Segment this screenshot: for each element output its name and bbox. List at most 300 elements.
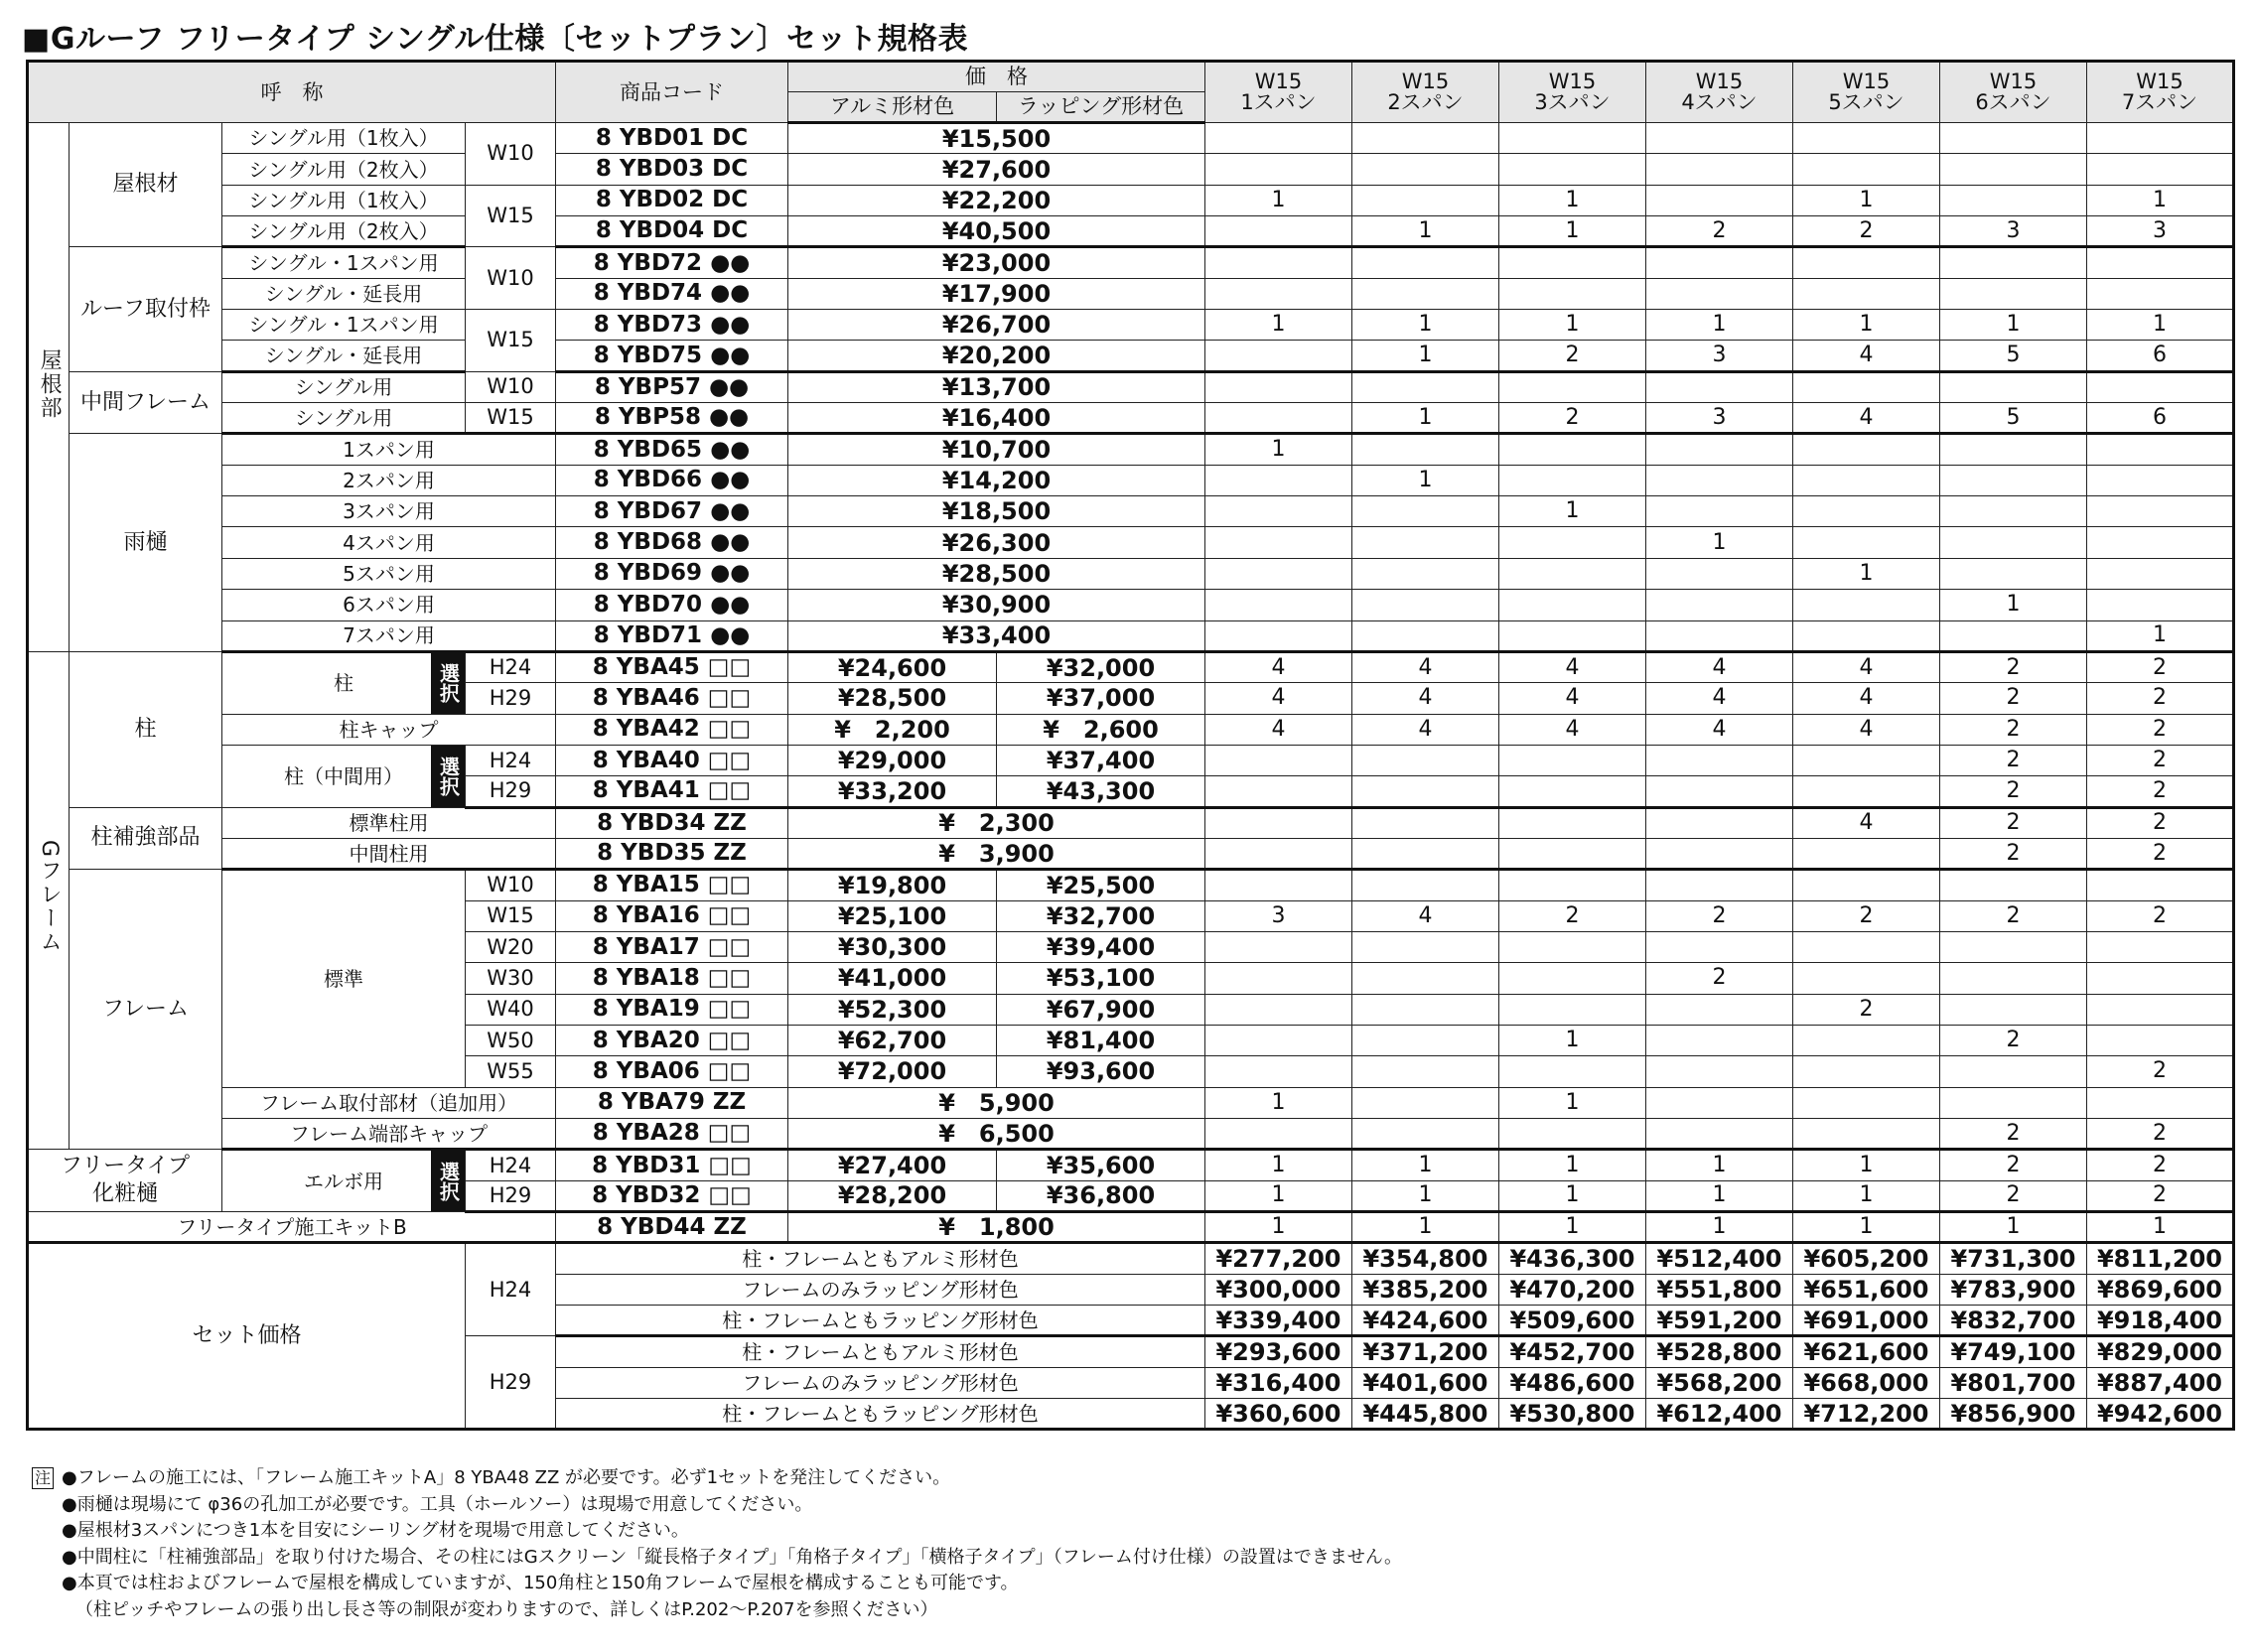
row-qty xyxy=(1352,185,1499,215)
row-qty xyxy=(1499,465,1646,495)
row-qty xyxy=(1646,590,1793,620)
row-variant: H29 xyxy=(466,683,556,714)
row-qty: 1 xyxy=(1499,1212,1646,1243)
header-price: 価 格 xyxy=(788,62,1205,92)
row-qty: 1 xyxy=(1499,1150,1646,1180)
row-price: ¥40,500 xyxy=(788,216,1205,247)
row-qty xyxy=(1352,590,1499,620)
row-price: ¥ 5,900 xyxy=(788,1087,1205,1118)
row-qty xyxy=(1352,123,1499,154)
row-qty xyxy=(1793,1119,1940,1150)
row-code: 8 YBD03 DC xyxy=(556,154,788,185)
row-price-alumi: ¥41,000 xyxy=(788,963,997,994)
row-qty xyxy=(1646,123,1793,154)
row-qty xyxy=(1205,371,1352,402)
group-column: 柱 xyxy=(70,651,222,807)
row-code: 8 YBP57 ●● xyxy=(556,371,788,402)
row-price: ¥27,600 xyxy=(788,154,1205,185)
row-qty xyxy=(1793,465,1940,495)
row-qty xyxy=(1646,278,1793,309)
row-qty: 1 xyxy=(1499,216,1646,247)
row-qty xyxy=(1646,1087,1793,1118)
row-qty xyxy=(1940,185,2087,215)
row-qty: 1 xyxy=(1205,1087,1352,1118)
row-qty: 4 xyxy=(1793,341,1940,371)
row-code: 8 YBA17 □□ xyxy=(556,931,788,962)
row-code: 8 YBD02 DC xyxy=(556,185,788,215)
row-qty: 1 xyxy=(1205,434,1352,465)
row-qty: 4 xyxy=(1793,714,1940,745)
row-qty: 4 xyxy=(1793,651,1940,682)
elbow-label: エルボ用 xyxy=(304,1169,383,1193)
group-roof-frame: ルーフ取付枠 xyxy=(70,247,222,371)
row-qty xyxy=(1940,123,2087,154)
row-qty: 2 xyxy=(2087,683,2234,714)
row-qty: 2 xyxy=(1793,994,1940,1025)
row-price-alumi: ¥25,100 xyxy=(788,900,997,931)
row-qty xyxy=(1499,527,1646,558)
group-g-frame: Gフレーム xyxy=(28,651,70,1150)
row-qty xyxy=(2087,123,2234,154)
row-qty xyxy=(1205,123,1352,154)
group-reinforce: 柱補強部品 xyxy=(70,807,222,870)
row-qty xyxy=(1793,1087,1940,1118)
row-qty xyxy=(1793,620,1940,651)
row-qty xyxy=(1205,745,1352,775)
row-qty: 1 xyxy=(1940,1212,2087,1243)
row-qty: 6 xyxy=(2087,403,2234,434)
row-item: 5スパン用 xyxy=(222,558,556,589)
row-qty: 2 xyxy=(1940,1150,2087,1180)
row-qty xyxy=(2087,558,2234,589)
row-qty xyxy=(1352,1087,1499,1118)
set-price: ¥749,100 xyxy=(1940,1336,2087,1367)
row-price: ¥18,500 xyxy=(788,496,1205,527)
row-qty xyxy=(1793,776,1940,807)
row-qty: 1 xyxy=(1205,310,1352,341)
set-price: ¥829,000 xyxy=(2087,1336,2234,1367)
row-qty xyxy=(2087,434,2234,465)
row-price: ¥28,500 xyxy=(788,558,1205,589)
row-qty xyxy=(1646,620,1793,651)
row-qty xyxy=(1205,1119,1352,1150)
row-item: 柱キャップ xyxy=(222,714,556,745)
row-price: ¥26,700 xyxy=(788,310,1205,341)
row-qty: 2 xyxy=(1940,1025,2087,1055)
row-code: 8 YBA18 □□ xyxy=(556,963,788,994)
row-qty: 5 xyxy=(1940,403,2087,434)
row-qty xyxy=(1793,247,1940,278)
row-code: 8 YBD74 ●● xyxy=(556,278,788,309)
group-roof-material: 屋根材 xyxy=(70,123,222,247)
row-qty: 2 xyxy=(1646,963,1793,994)
row-qty xyxy=(1646,154,1793,185)
row-qty xyxy=(1940,870,2087,900)
row-qty xyxy=(1940,278,2087,309)
row-price: ¥10,700 xyxy=(788,434,1205,465)
row-price-alumi: ¥33,200 xyxy=(788,776,997,807)
row-price: ¥30,900 xyxy=(788,590,1205,620)
row-variant: W20 xyxy=(466,931,556,962)
row-item: シングル・1スパン用 xyxy=(222,247,466,278)
row-qty xyxy=(1793,496,1940,527)
row-price-wrap: ¥32,000 xyxy=(997,651,1205,682)
row-qty xyxy=(2087,590,2234,620)
row-code: 8 YBD66 ●● xyxy=(556,465,788,495)
row-qty: 1 xyxy=(1352,465,1499,495)
row-qty: 4 xyxy=(1352,900,1499,931)
row-qty xyxy=(1940,994,2087,1025)
row-item: シングル用（1枚入） xyxy=(222,185,466,215)
row-qty: 4 xyxy=(1499,683,1646,714)
row-qty: 2 xyxy=(1940,683,2087,714)
row-code: 8 YBA20 □□ xyxy=(556,1025,788,1055)
row-qty: 1 xyxy=(1205,1212,1352,1243)
row-qty xyxy=(1205,465,1352,495)
row-variant: W55 xyxy=(466,1056,556,1087)
row-qty xyxy=(1499,994,1646,1025)
row-code: 8 YBA42 □□ xyxy=(556,714,788,745)
select-badge: 選択 xyxy=(431,746,465,807)
row-qty: 4 xyxy=(1352,651,1499,682)
row-price-alumi: ¥19,800 xyxy=(788,870,997,900)
row-price: ¥26,300 xyxy=(788,527,1205,558)
row-qty: 1 xyxy=(1940,590,2087,620)
row-qty xyxy=(1646,776,1793,807)
row-price-wrap: ¥ 2,600 xyxy=(997,714,1205,745)
row-code: 8 YBA79 ZZ xyxy=(556,1087,788,1118)
set-price: ¥470,200 xyxy=(1499,1274,1646,1305)
row-code: 8 YBD73 ●● xyxy=(556,310,788,341)
row-qty: 2 xyxy=(1940,1180,2087,1211)
set-price: ¥568,200 xyxy=(1646,1367,1793,1398)
row-qty xyxy=(2087,278,2234,309)
row-price-wrap: ¥39,400 xyxy=(997,931,1205,962)
row-qty: 3 xyxy=(1646,403,1793,434)
row-qty xyxy=(1499,278,1646,309)
row-qty: 4 xyxy=(1793,683,1940,714)
row-qty: 4 xyxy=(1205,651,1352,682)
row-variant: W40 xyxy=(466,994,556,1025)
row-price-alumi: ¥30,300 xyxy=(788,931,997,962)
row-item: 4スパン用 xyxy=(222,527,556,558)
row-code: 8 YBD70 ●● xyxy=(556,590,788,620)
row-qty xyxy=(1793,745,1940,775)
row-qty xyxy=(1352,620,1499,651)
set-height: H29 xyxy=(466,1336,556,1430)
row-price-wrap: ¥32,700 xyxy=(997,900,1205,931)
header-span: W15 6スパン xyxy=(1940,62,2087,123)
row-qty xyxy=(1793,154,1940,185)
header-span: W15 2スパン xyxy=(1352,62,1499,123)
row-item: 1スパン用 xyxy=(222,434,556,465)
notes xyxy=(32,1465,1402,1623)
row-price: ¥16,400 xyxy=(788,403,1205,434)
row-qty xyxy=(2087,247,2234,278)
row-qty: 1 xyxy=(1499,1025,1646,1055)
row-qty xyxy=(1940,154,2087,185)
set-price: ¥869,600 xyxy=(2087,1274,2234,1305)
row-price-alumi: ¥ 2,200 xyxy=(788,714,997,745)
note-line: ●本頁では柱およびフレームで屋根を構成していますが、150角柱と150角フレームで屋根を構成することも可能です。 xyxy=(62,1573,1019,1593)
row-qty xyxy=(1499,558,1646,589)
set-price: ¥385,200 xyxy=(1352,1274,1499,1305)
row-price-alumi: ¥62,700 xyxy=(788,1025,997,1055)
row-qty xyxy=(1352,496,1499,527)
row-qty xyxy=(1940,371,2087,402)
row-qty xyxy=(1205,1025,1352,1055)
row-qty xyxy=(1940,558,2087,589)
row-qty xyxy=(1646,807,1793,838)
set-price: ¥918,400 xyxy=(2087,1306,2234,1336)
row-qty xyxy=(1352,154,1499,185)
row-variant: W15 xyxy=(466,403,556,434)
row-price: ¥33,400 xyxy=(788,620,1205,651)
row-price-alumi: ¥27,400 xyxy=(788,1150,997,1180)
row-qty xyxy=(1205,870,1352,900)
row-qty: 2 xyxy=(1499,403,1646,434)
row-item: シングル・延長用 xyxy=(222,341,466,371)
row-qty: 1 xyxy=(1205,1180,1352,1211)
column-mid-cell xyxy=(222,745,466,807)
row-code: 8 YBD71 ●● xyxy=(556,620,788,651)
row-qty xyxy=(1646,1119,1793,1150)
set-desc: 柱・フレームともラッピング形材色 xyxy=(556,1306,1205,1336)
row-qty xyxy=(1793,963,1940,994)
row-qty xyxy=(1940,496,2087,527)
row-item: 中間柱用 xyxy=(222,838,556,869)
row-price: ¥17,900 xyxy=(788,278,1205,309)
row-qty xyxy=(1499,247,1646,278)
note-line: （柱ピッチやフレームの張り出し長さ等の制限が変わりますので、詳しくはP.202〜P.207を参照ください） xyxy=(75,1598,938,1620)
row-qty: 2 xyxy=(2087,1119,2234,1150)
header-span: W15 3スパン xyxy=(1499,62,1646,123)
row-item: シングル用 xyxy=(222,403,466,434)
row-qty xyxy=(1499,776,1646,807)
row-qty xyxy=(2087,496,2234,527)
row-price-wrap: ¥35,600 xyxy=(997,1150,1205,1180)
header-name: 呼 称 xyxy=(28,62,556,123)
column-mid-label: 柱（中間用） xyxy=(284,763,403,788)
set-price: ¥832,700 xyxy=(1940,1306,2087,1336)
row-qty: 2 xyxy=(1940,807,2087,838)
row-qty xyxy=(1793,371,1940,402)
row-price-wrap: ¥25,500 xyxy=(997,870,1205,900)
row-code: 8 YBD04 DC xyxy=(556,216,788,247)
row-qty xyxy=(1940,931,2087,962)
spec-table xyxy=(26,60,2235,1431)
row-price-alumi: ¥28,500 xyxy=(788,683,997,714)
row-price-wrap: ¥37,400 xyxy=(997,745,1205,775)
row-qty xyxy=(1646,465,1793,495)
row-qty xyxy=(1940,1056,2087,1087)
set-price: ¥530,800 xyxy=(1499,1399,1646,1430)
set-desc: 柱・フレームともラッピング形材色 xyxy=(556,1399,1205,1430)
row-qty xyxy=(1499,1119,1646,1150)
row-qty: 4 xyxy=(1352,714,1499,745)
row-qty: 3 xyxy=(2087,216,2234,247)
row-qty: 2 xyxy=(1940,714,2087,745)
row-qty: 4 xyxy=(1646,683,1793,714)
row-qty: 1 xyxy=(1793,1180,1940,1211)
set-price: ¥339,400 xyxy=(1205,1306,1352,1336)
row-qty xyxy=(1205,931,1352,962)
row-qty xyxy=(1205,216,1352,247)
row-qty: 1 xyxy=(1205,185,1352,215)
row-qty: 2 xyxy=(1499,341,1646,371)
row-code: 8 YBA15 □□ xyxy=(556,870,788,900)
row-qty: 1 xyxy=(1499,496,1646,527)
row-item: フレーム取付部材（追加用） xyxy=(222,1087,556,1118)
row-qty: 1 xyxy=(2087,1212,2234,1243)
row-qty xyxy=(1940,465,2087,495)
row-price-wrap: ¥43,300 xyxy=(997,776,1205,807)
row-qty xyxy=(1646,931,1793,962)
row-variant: W30 xyxy=(466,963,556,994)
column-main-cell xyxy=(222,651,466,714)
row-qty xyxy=(2087,527,2234,558)
elbow-cell xyxy=(222,1150,466,1212)
row-qty: 1 xyxy=(1793,310,1940,341)
row-qty: 1 xyxy=(1646,527,1793,558)
row-item: フレーム端部キャップ xyxy=(222,1119,556,1150)
row-item: シングル用（1枚入） xyxy=(222,123,466,154)
select-badge: 選択 xyxy=(431,653,465,714)
row-qty: 4 xyxy=(1646,714,1793,745)
row-qty xyxy=(1352,963,1499,994)
row-qty xyxy=(1205,963,1352,994)
row-qty xyxy=(1352,247,1499,278)
row-variant: W10 xyxy=(466,870,556,900)
page-title: ■Gルーフ フリータイプ シングル仕様〔セットプラン〕セット規格表 xyxy=(22,22,969,57)
row-item: 3スパン用 xyxy=(222,496,556,527)
row-price-alumi: ¥29,000 xyxy=(788,745,997,775)
row-qty: 6 xyxy=(2087,341,2234,371)
row-code: 8 YBD34 ZZ xyxy=(556,807,788,838)
select-badge: 選択 xyxy=(431,1151,465,1211)
row-qty xyxy=(1646,994,1793,1025)
row-price-wrap: ¥36,800 xyxy=(997,1180,1205,1211)
row-qty: 1 xyxy=(1205,1150,1352,1180)
header-span: W15 7スパン xyxy=(2087,62,2234,123)
set-desc: フレームのみラッピング形材色 xyxy=(556,1367,1205,1398)
set-price-label: セット価格 xyxy=(28,1243,466,1430)
set-price: ¥887,400 xyxy=(2087,1367,2234,1398)
row-qty: 1 xyxy=(1646,1180,1793,1211)
row-variant: W50 xyxy=(466,1025,556,1055)
row-qty xyxy=(1646,1056,1793,1087)
row-price-alumi: ¥52,300 xyxy=(788,994,997,1025)
row-qty: 2 xyxy=(1646,216,1793,247)
row-qty xyxy=(1499,807,1646,838)
row-item: シングル用 xyxy=(222,371,466,402)
header-span: W15 5スパン xyxy=(1793,62,1940,123)
row-qty xyxy=(1205,527,1352,558)
row-qty xyxy=(1352,278,1499,309)
row-qty xyxy=(1940,434,2087,465)
row-qty: 5 xyxy=(1940,341,2087,371)
row-variant: W15 xyxy=(466,185,556,247)
row-code: 8 YBD01 DC xyxy=(556,123,788,154)
row-code: 8 YBD68 ●● xyxy=(556,527,788,558)
row-qty xyxy=(1205,558,1352,589)
set-price: ¥668,000 xyxy=(1793,1367,1940,1398)
row-qty: 1 xyxy=(1940,310,2087,341)
row-qty xyxy=(1352,1025,1499,1055)
row-qty xyxy=(1205,994,1352,1025)
row-qty xyxy=(1205,341,1352,371)
row-qty: 2 xyxy=(1940,651,2087,682)
row-qty: 1 xyxy=(2087,185,2234,215)
set-price: ¥486,600 xyxy=(1499,1367,1646,1398)
row-qty: 1 xyxy=(1352,1212,1499,1243)
row-qty: 1 xyxy=(1499,185,1646,215)
group-roof: 屋根部 xyxy=(28,123,70,652)
row-qty xyxy=(1205,496,1352,527)
row-qty xyxy=(1499,745,1646,775)
set-price: ¥621,600 xyxy=(1793,1336,1940,1367)
row-qty: 4 xyxy=(1205,683,1352,714)
row-price: ¥23,000 xyxy=(788,247,1205,278)
row-qty xyxy=(1793,590,1940,620)
row-code: 8 YBA16 □□ xyxy=(556,900,788,931)
row-qty xyxy=(1646,838,1793,869)
row-qty xyxy=(1793,931,1940,962)
row-qty xyxy=(1646,185,1793,215)
note-mark: 注 xyxy=(32,1467,54,1489)
row-variant: H24 xyxy=(466,651,556,682)
row-qty: 1 xyxy=(1793,1150,1940,1180)
row-qty xyxy=(1499,590,1646,620)
row-qty: 2 xyxy=(2087,776,2234,807)
set-price: ¥942,600 xyxy=(2087,1399,2234,1430)
row-price: ¥15,500 xyxy=(788,123,1205,154)
row-qty xyxy=(2087,371,2234,402)
row-item: 7スパン用 xyxy=(222,620,556,651)
header-span: W15 4スパン xyxy=(1646,62,1793,123)
row-qty xyxy=(1352,558,1499,589)
row-qty xyxy=(1352,527,1499,558)
row-qty: 1 xyxy=(1793,1212,1940,1243)
row-qty xyxy=(2087,994,2234,1025)
row-qty xyxy=(1205,807,1352,838)
row-item: シングル・1スパン用 xyxy=(222,310,466,341)
row-qty xyxy=(1352,1119,1499,1150)
row-qty: 2 xyxy=(1793,900,1940,931)
row-qty: 2 xyxy=(2087,1150,2234,1180)
row-qty xyxy=(1793,1056,1940,1087)
set-desc: フレームのみラッピング形材色 xyxy=(556,1274,1205,1305)
set-desc: 柱・フレームともアルミ形材色 xyxy=(556,1336,1205,1367)
row-code: 8 YBD44 ZZ xyxy=(556,1212,788,1243)
row-qty: 1 xyxy=(1646,1150,1793,1180)
row-qty xyxy=(1352,434,1499,465)
row-variant: W10 xyxy=(466,371,556,402)
row-qty xyxy=(1793,1025,1940,1055)
set-price: ¥612,400 xyxy=(1646,1399,1793,1430)
row-code: 8 YBP58 ●● xyxy=(556,403,788,434)
row-qty xyxy=(1205,154,1352,185)
row-code: 8 YBA06 □□ xyxy=(556,1056,788,1087)
column-main-label: 柱 xyxy=(334,671,353,696)
set-price: ¥300,000 xyxy=(1205,1274,1352,1305)
row-qty: 1 xyxy=(1793,558,1940,589)
row-qty: 1 xyxy=(1793,185,1940,215)
group-mid-frame: 中間フレーム xyxy=(70,371,222,434)
row-code: 8 YBA45 □□ xyxy=(556,651,788,682)
row-price-wrap: ¥81,400 xyxy=(997,1025,1205,1055)
row-qty xyxy=(1793,278,1940,309)
